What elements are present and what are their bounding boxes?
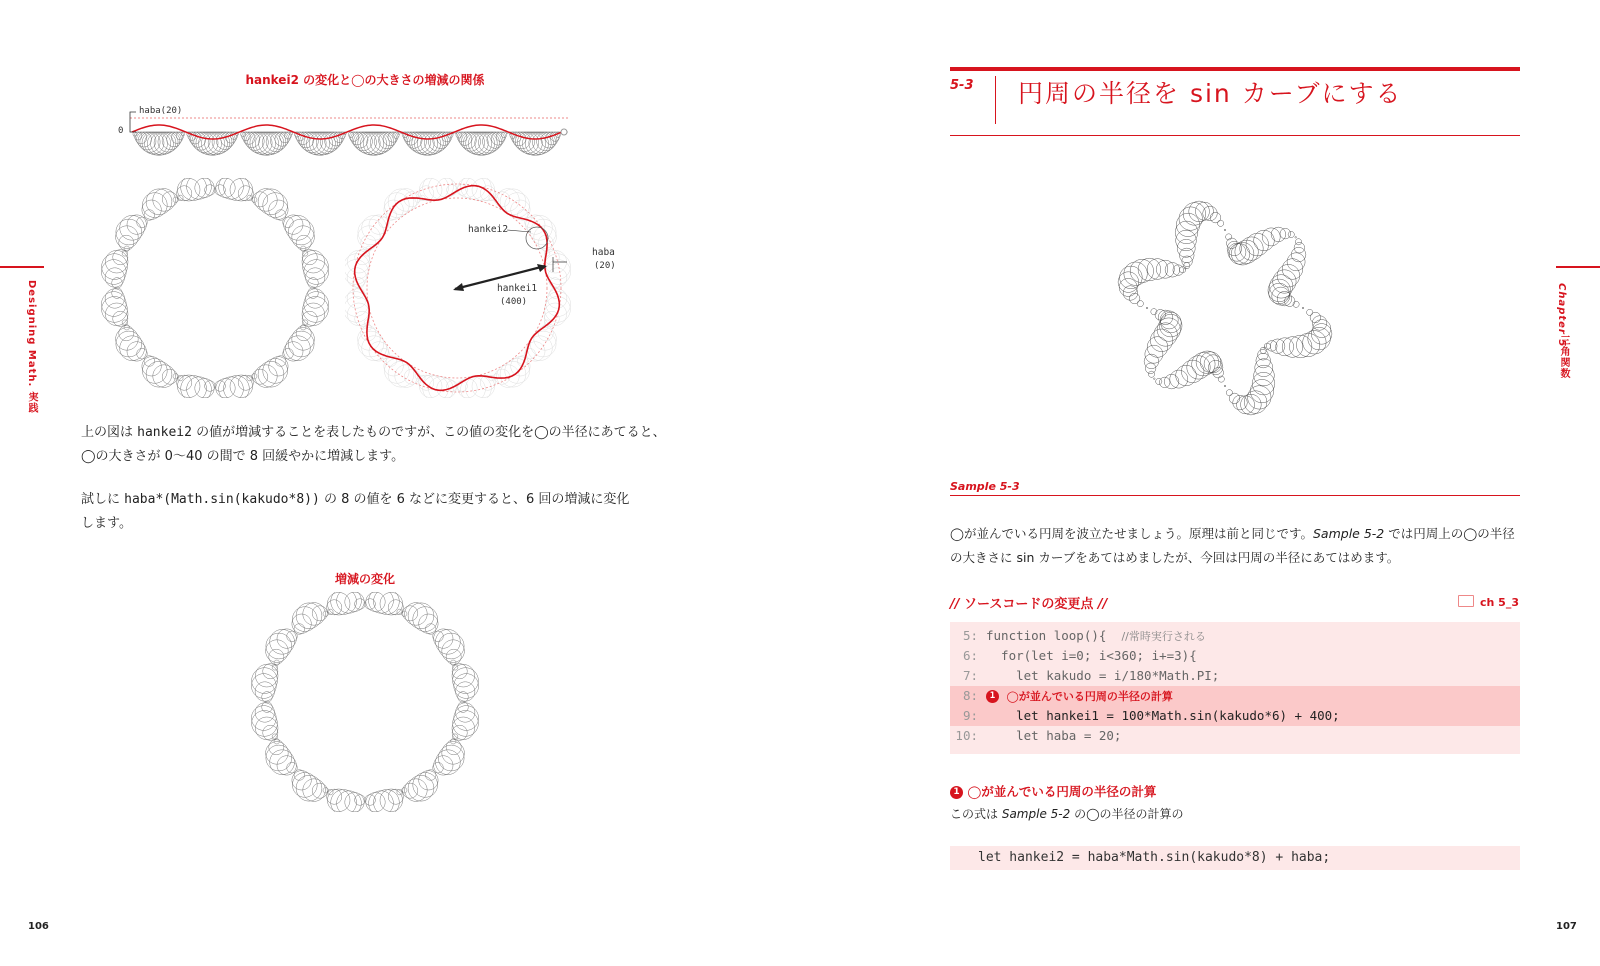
faded-ring-circle <box>466 376 492 398</box>
ring-circle <box>181 376 207 398</box>
section-title: 円周の半径を sin カーブにする <box>1018 79 1403 108</box>
flower-circle <box>1288 231 1294 237</box>
flower-circle <box>1119 278 1137 296</box>
ring-circle <box>177 375 192 390</box>
intro-paragraph: ◯が並んでいる円周を波立たせましょう。原理は前と同じです。Sample 5-2 では円周上の◯の半径 の大きさに sin カーブをあてはめましたが、今回は円周の半径にあてはめます。 <box>950 526 1515 565</box>
ring-circle <box>266 745 292 771</box>
ring-circle <box>177 186 192 201</box>
code-line-5: 5: function loop(){ //常時実行される <box>962 628 1206 643</box>
section-divider <box>995 76 996 124</box>
faded-ring-circle <box>466 178 492 200</box>
ring-circle <box>304 260 329 285</box>
strip-circle <box>487 132 503 148</box>
figure1-title: hankei2 の変化と◯の大きさの増減の関係 <box>245 73 485 87</box>
ring-circle <box>116 331 142 357</box>
ring-circle <box>162 369 177 384</box>
strip-circle <box>162 132 180 150</box>
ring-circle <box>119 326 134 341</box>
ring-circle <box>162 192 177 207</box>
right-side-label: 三角関数 <box>1558 335 1569 379</box>
hankei1-label: hankei1 <box>497 283 538 294</box>
ring-circle <box>454 706 479 731</box>
strip-circle <box>460 132 477 149</box>
ring-circle <box>312 606 327 621</box>
ring-circle <box>452 725 467 740</box>
section-bottom-rule <box>950 135 1520 136</box>
ring-circle <box>312 783 327 798</box>
figure2-title: 増減の変化 <box>334 572 395 586</box>
faded-ring-circle <box>538 326 553 341</box>
flower-circle <box>1148 371 1154 377</box>
flower-circle <box>1307 309 1313 315</box>
ring-circle <box>137 348 148 359</box>
ring-circle <box>294 624 305 635</box>
ring-circle <box>252 668 278 694</box>
ring-circle <box>288 219 314 245</box>
page-number-left: 106 <box>28 921 49 932</box>
flower-circle <box>1184 263 1190 269</box>
end-marker <box>561 129 567 135</box>
flower-circle <box>1310 312 1321 323</box>
flower-circle <box>1260 347 1266 353</box>
left-side-tab-line <box>0 266 44 268</box>
sample-label: Sample 5-3 <box>950 480 1020 493</box>
ring-circle <box>331 790 357 812</box>
ring-circle <box>113 311 128 326</box>
flower-circle <box>1226 390 1232 396</box>
strip-circle <box>270 132 287 149</box>
ring-circle <box>288 331 314 357</box>
flower-circle <box>1195 202 1213 220</box>
ring-circle <box>296 603 322 629</box>
haba-bracket <box>130 112 136 132</box>
strip-circle <box>138 132 156 150</box>
faded-ring-circle <box>423 376 449 398</box>
sine-variation-ring-diagram <box>250 592 480 812</box>
ring-circle <box>296 326 311 341</box>
flower-circle <box>1164 374 1179 389</box>
ring-circle <box>146 189 172 215</box>
ring-circle <box>251 706 276 731</box>
flower-circle <box>1308 327 1331 350</box>
strip-circle <box>181 132 185 136</box>
ring-circle <box>263 725 278 740</box>
ring-circle <box>101 292 126 317</box>
ring-circle <box>116 219 142 245</box>
flower-circle <box>1313 320 1331 338</box>
sample-rule <box>950 495 1520 496</box>
ring-circle <box>113 250 128 265</box>
ring-circle <box>433 631 444 642</box>
ring-circle <box>238 186 253 201</box>
ring-circle <box>388 600 403 615</box>
hankei2-circle <box>526 227 548 249</box>
ring-circle <box>302 250 317 265</box>
ring-circle <box>438 745 464 771</box>
ring-circle <box>438 633 464 659</box>
ring-circle <box>266 633 292 659</box>
haba-right-value: (20) <box>594 261 616 271</box>
flower-circle <box>1137 301 1143 307</box>
code-block <box>950 622 1520 754</box>
ring-circle <box>454 674 479 699</box>
flower-circle <box>1289 335 1312 358</box>
flower-circle <box>1224 385 1226 387</box>
ring-circle <box>119 235 134 250</box>
flower-circle <box>1295 237 1297 239</box>
hankei2-label: hankei2 <box>468 224 509 235</box>
strip-circle <box>246 132 264 150</box>
source-heading: // ソースコードの変更点 // <box>950 597 1108 612</box>
ring-circle <box>374 790 400 812</box>
ring-circle <box>263 664 278 679</box>
sin-radius-flower-diagram <box>1100 198 1360 428</box>
ring-circle <box>101 260 126 285</box>
ring-circle <box>251 674 276 699</box>
arrow-head-left <box>453 283 464 291</box>
flower-circle <box>1237 396 1255 414</box>
ring-circle <box>403 783 418 798</box>
ring-circle <box>258 361 284 387</box>
right-side-tab-line <box>1556 266 1600 268</box>
ring-circle <box>303 297 329 323</box>
zero-label: 0 <box>118 126 124 136</box>
flower-circle <box>1187 356 1210 379</box>
ring-circle <box>224 376 250 398</box>
flower-circle <box>1252 372 1275 395</box>
flower-circle <box>1156 378 1162 384</box>
flower-circle <box>1145 345 1163 363</box>
ring-circle <box>425 770 436 781</box>
ring-circle <box>327 789 342 804</box>
ring-circle <box>331 592 357 614</box>
haba-leader <box>553 257 567 272</box>
ring-circle <box>269 740 284 755</box>
paragraph-2: 試しに haba*(Math.sin(kakudo*8)) の 8 の値を 6 などに変更すると、6 回の増減に変化 します。 <box>81 492 630 531</box>
flower-circle <box>1154 378 1156 380</box>
folder-reference[interactable]: ch 5_3 <box>1458 595 1519 609</box>
flower-circle <box>1244 391 1267 414</box>
page-number-right: 107 <box>1556 921 1577 932</box>
ring-circle <box>238 375 253 390</box>
flower-circle <box>1210 212 1221 223</box>
badge-1: 1 <box>986 690 999 703</box>
code-line-6: 6: for(let i=0; i<360; i+=3){ <box>962 648 1197 663</box>
flower-circle <box>1170 370 1188 388</box>
flower-circle <box>1183 203 1206 226</box>
ring-circle <box>388 789 403 804</box>
ring-circle <box>296 775 322 801</box>
right-side-chapter: Chapter 5 <box>1556 283 1567 348</box>
ring-circle <box>302 311 317 326</box>
code-line-8: 8: 1 ◯が並んでいる円周の半径の計算 <box>950 686 1520 706</box>
badge-1: 1 <box>950 786 963 799</box>
ring-circle <box>144 210 155 221</box>
code-line-7: 7: let kakudo = i/180*Math.PI; <box>962 668 1220 683</box>
ring-circle <box>269 649 284 664</box>
ring-circle <box>453 711 479 737</box>
haba-top-label: haba(20) <box>139 106 183 116</box>
ring-circle <box>446 649 461 664</box>
section-top-rule <box>950 67 1520 71</box>
flower-circle <box>1146 307 1148 309</box>
flower-circle <box>1120 266 1143 289</box>
flower-circle <box>1240 237 1263 260</box>
flower-circle <box>1295 239 1301 245</box>
ring-circle <box>253 192 268 207</box>
flower-circle <box>1144 354 1159 369</box>
flower-circle <box>1218 220 1224 226</box>
wavy-circle-ring-diagram <box>100 178 330 398</box>
ring-circle <box>446 740 461 755</box>
paragraph-1: 上の図は hankei2 の値が増減することを表したものですが、この値の変化を◯の半径にあてると、 ◯の大きさが 0〜40 の間で 8 回緩やかに増減します。 <box>81 425 666 464</box>
code-line-10: 10: let haba = 20; <box>955 728 1122 743</box>
flower-circle <box>1302 307 1304 309</box>
flower-circle <box>1287 253 1305 271</box>
flower-circle <box>1129 293 1140 304</box>
haba-right-label: haba <box>592 247 615 258</box>
strip-circle <box>475 132 497 154</box>
section-number: 5-3 <box>950 78 974 93</box>
hankei1-value: (400) <box>500 297 528 307</box>
faded-ring-circle <box>545 297 571 323</box>
ring-circle <box>408 775 434 801</box>
ring-circle <box>146 361 172 387</box>
flower-circle <box>1262 228 1280 246</box>
radius-explanation-diagram <box>345 178 585 398</box>
note-text: この式は Sample 5-2 の◯の半径の計算の <box>950 807 1184 821</box>
ring-circle <box>287 762 298 773</box>
ring-circle <box>304 292 329 317</box>
hankei2-snippet: let hankei2 = haba*Math.sin(kakudo*8) + haba; <box>950 846 1520 870</box>
left-side-label: Designing Math. 実践 <box>26 280 37 414</box>
ring-circle <box>452 664 467 679</box>
ring-circle <box>408 603 434 629</box>
ring-circle <box>327 600 342 615</box>
flower-circle <box>1138 258 1161 281</box>
ring-circle <box>296 235 311 250</box>
ring-circle <box>102 254 128 280</box>
flower-circle <box>1175 221 1198 244</box>
flower-circle <box>1224 229 1226 231</box>
ring-circle <box>181 178 207 200</box>
ring-circle <box>258 189 284 215</box>
ring-circle <box>283 217 294 228</box>
ring-circle <box>275 356 286 367</box>
flower-circle <box>1291 247 1306 262</box>
folder-icon <box>1458 595 1474 607</box>
code-line-9: 9: let hankei1 = 100*Math.sin(kakudo*6) + 400; <box>950 706 1520 726</box>
ring-circle <box>224 178 250 200</box>
ring-circle <box>374 592 400 614</box>
note-title: 1 ◯が並んでいる円周の半径の計算 <box>950 782 1156 800</box>
faded-ring-circle <box>423 178 449 200</box>
flower-circle <box>1229 393 1240 404</box>
flower-circle <box>1271 227 1286 242</box>
ring-circle <box>253 369 268 384</box>
ring-circle <box>403 606 418 621</box>
